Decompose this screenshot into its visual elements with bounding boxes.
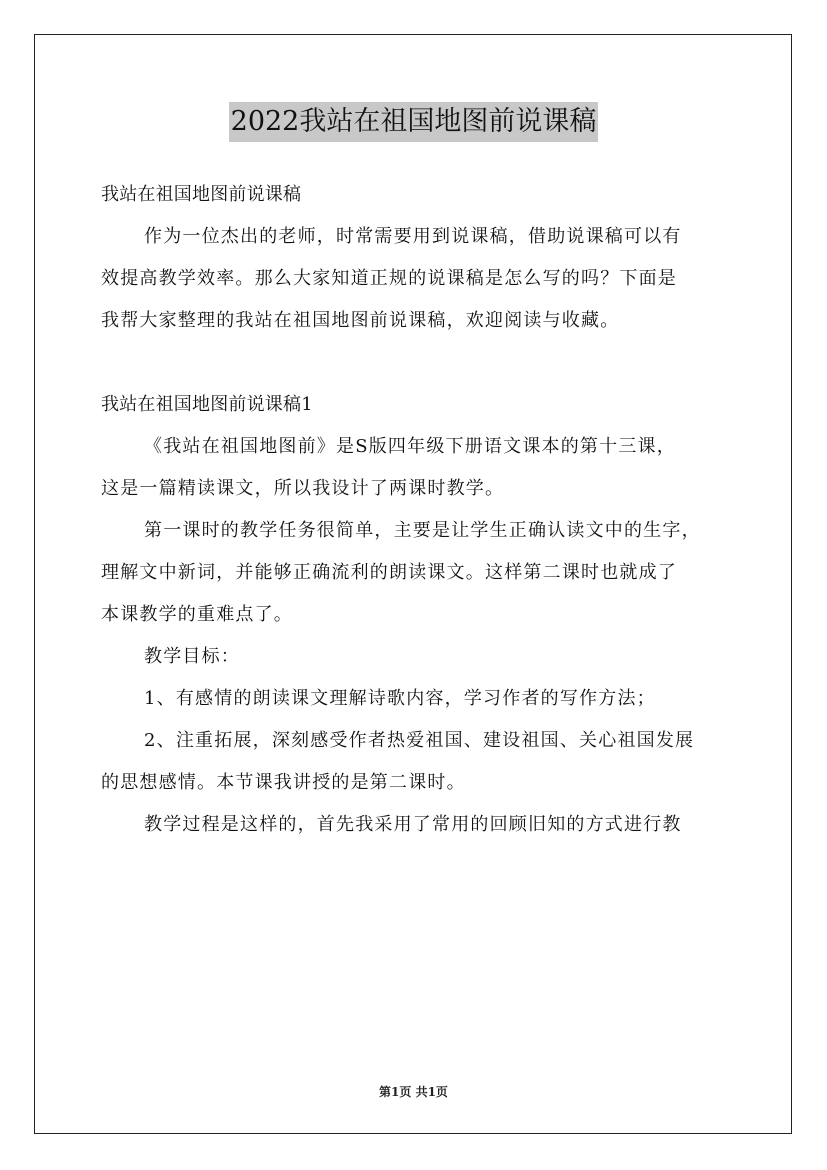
page-footer: 第1页 共1页 [379,1085,448,1099]
para2-line-2: 理解文中新词，并能够正确流利的朗读课文。这样第二课时也就成了 [101,562,677,583]
section-heading: 我站在祖国地图前说课稿1 [101,394,313,415]
goal-1: 1、有感情的朗读课文理解诗歌内容，学习作者的写作方法； [144,688,656,709]
document-body [101,174,731,846]
para1-line-2: 这是一篇精读课文，所以我设计了两课时教学。 [101,478,505,499]
para3-line-1: 教学过程是这样的，首先我采用了常用的回顾旧知的方式进行教 [144,814,682,835]
intro-line-1: 作为一位杰出的老师，时常需要用到说课稿，借助说课稿可以有 [144,226,682,247]
intro-line-3: 我帮大家整理的我站在祖国地图前说课稿，欢迎阅读与收藏。 [101,310,620,331]
para2-line-1: 第一课时的教学任务很简单，主要是让学生正确认读文中的生字， [144,520,701,541]
title-wrap [0,102,827,142]
paragraph-gap [101,342,731,384]
para2-line-3: 本课教学的重难点了。 [101,604,293,625]
goal-2-line-1: 2、注重拓展，深刻感受作者热爱祖国、建设祖国、关心祖国发展 [144,730,695,751]
document-title: 2022我站在祖国地图前说课稿 [229,102,599,142]
subtitle: 我站在祖国地图前说课稿 [101,184,302,205]
goals-label: 教学目标： [144,646,240,667]
para1-line-1: 《我站在祖国地图前》是S版四年级下册语文课本的第十三课， [144,436,676,457]
goal-2-line-2: 的思想感情。本节课我讲授的是第二课时。 [101,772,466,793]
intro-line-2: 效提高教学效率。那么大家知道正规的说课稿是怎么写的吗？下面是 [101,268,677,289]
